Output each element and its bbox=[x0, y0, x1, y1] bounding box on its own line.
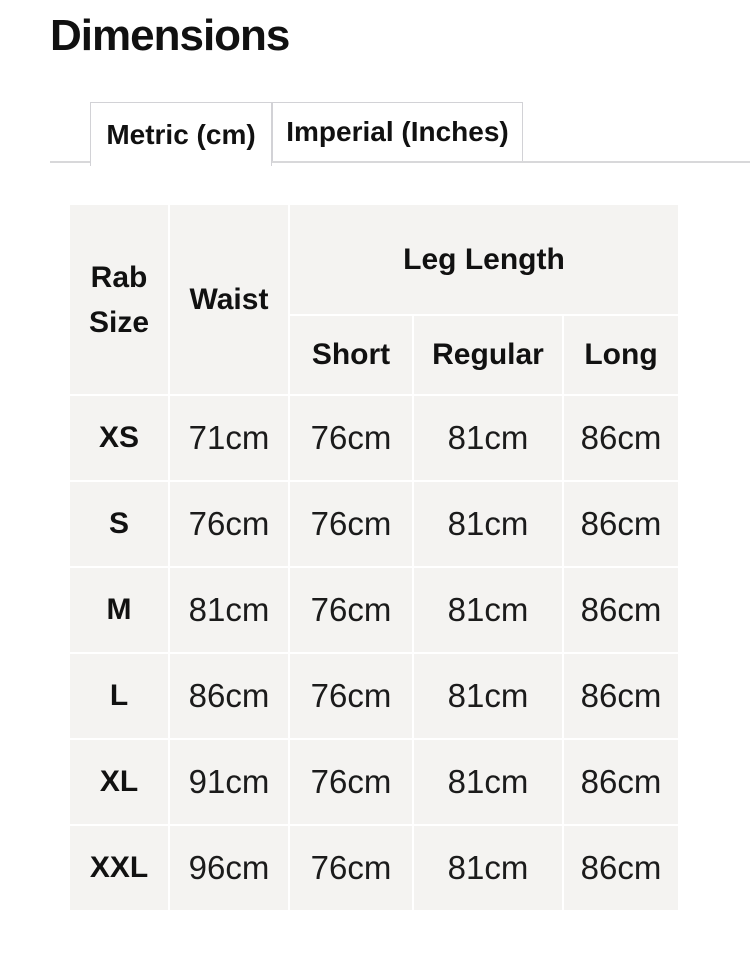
table-row-l bbox=[70, 654, 678, 738]
unit-tab-bar bbox=[50, 102, 750, 163]
header-regular: Regular bbox=[414, 316, 562, 394]
leg-long-value: 86cm bbox=[564, 740, 678, 824]
header-leg-length: Leg Length bbox=[290, 205, 678, 314]
tab-metric-label: Metric (cm) bbox=[106, 118, 256, 150]
leg-short-value: 76cm bbox=[290, 826, 412, 910]
table-row-s bbox=[70, 482, 678, 566]
leg-regular-value: 81cm bbox=[414, 482, 562, 566]
waist-value: 91cm bbox=[170, 740, 288, 824]
leg-long-value: 86cm bbox=[564, 396, 678, 480]
leg-long-value: 86cm bbox=[564, 568, 678, 652]
waist-value: 71cm bbox=[170, 396, 288, 480]
leg-regular-value: 81cm bbox=[414, 568, 562, 652]
leg-short-value: 76cm bbox=[290, 654, 412, 738]
tab-imperial-label: Imperial (Inches) bbox=[286, 116, 509, 148]
size-label: XXL bbox=[70, 826, 168, 910]
leg-long-value: 86cm bbox=[564, 826, 678, 910]
leg-long-value: 86cm bbox=[564, 482, 678, 566]
page-title: Dimensions bbox=[50, 11, 290, 60]
leg-long-value: 86cm bbox=[564, 654, 678, 738]
header-long: Long bbox=[564, 316, 678, 394]
leg-short-value: 76cm bbox=[290, 740, 412, 824]
table-row-xl bbox=[70, 740, 678, 824]
tab-metric-cm[interactable] bbox=[90, 102, 272, 166]
header-rab-size: Rab Size bbox=[70, 205, 168, 394]
leg-short-value: 76cm bbox=[290, 396, 412, 480]
table-row-m bbox=[70, 568, 678, 652]
waist-value: 76cm bbox=[170, 482, 288, 566]
size-label: XS bbox=[70, 396, 168, 480]
waist-value: 86cm bbox=[170, 654, 288, 738]
leg-regular-value: 81cm bbox=[414, 654, 562, 738]
waist-value: 96cm bbox=[170, 826, 288, 910]
size-label: XL bbox=[70, 740, 168, 824]
waist-value: 81cm bbox=[170, 568, 288, 652]
header-short: Short bbox=[290, 316, 412, 394]
leg-regular-value: 81cm bbox=[414, 396, 562, 480]
size-label: S bbox=[70, 482, 168, 566]
tab-imperial-inches[interactable] bbox=[272, 102, 523, 161]
leg-short-value: 76cm bbox=[290, 568, 412, 652]
leg-short-value: 76cm bbox=[290, 482, 412, 566]
leg-regular-value: 81cm bbox=[414, 740, 562, 824]
table-row-xs bbox=[70, 396, 678, 480]
size-label: M bbox=[70, 568, 168, 652]
leg-regular-value: 81cm bbox=[414, 826, 562, 910]
header-row-top bbox=[70, 205, 678, 314]
size-label: L bbox=[70, 654, 168, 738]
header-waist: Waist bbox=[170, 205, 288, 394]
size-dimensions-table bbox=[68, 203, 680, 912]
table-row-xxl bbox=[70, 826, 678, 910]
